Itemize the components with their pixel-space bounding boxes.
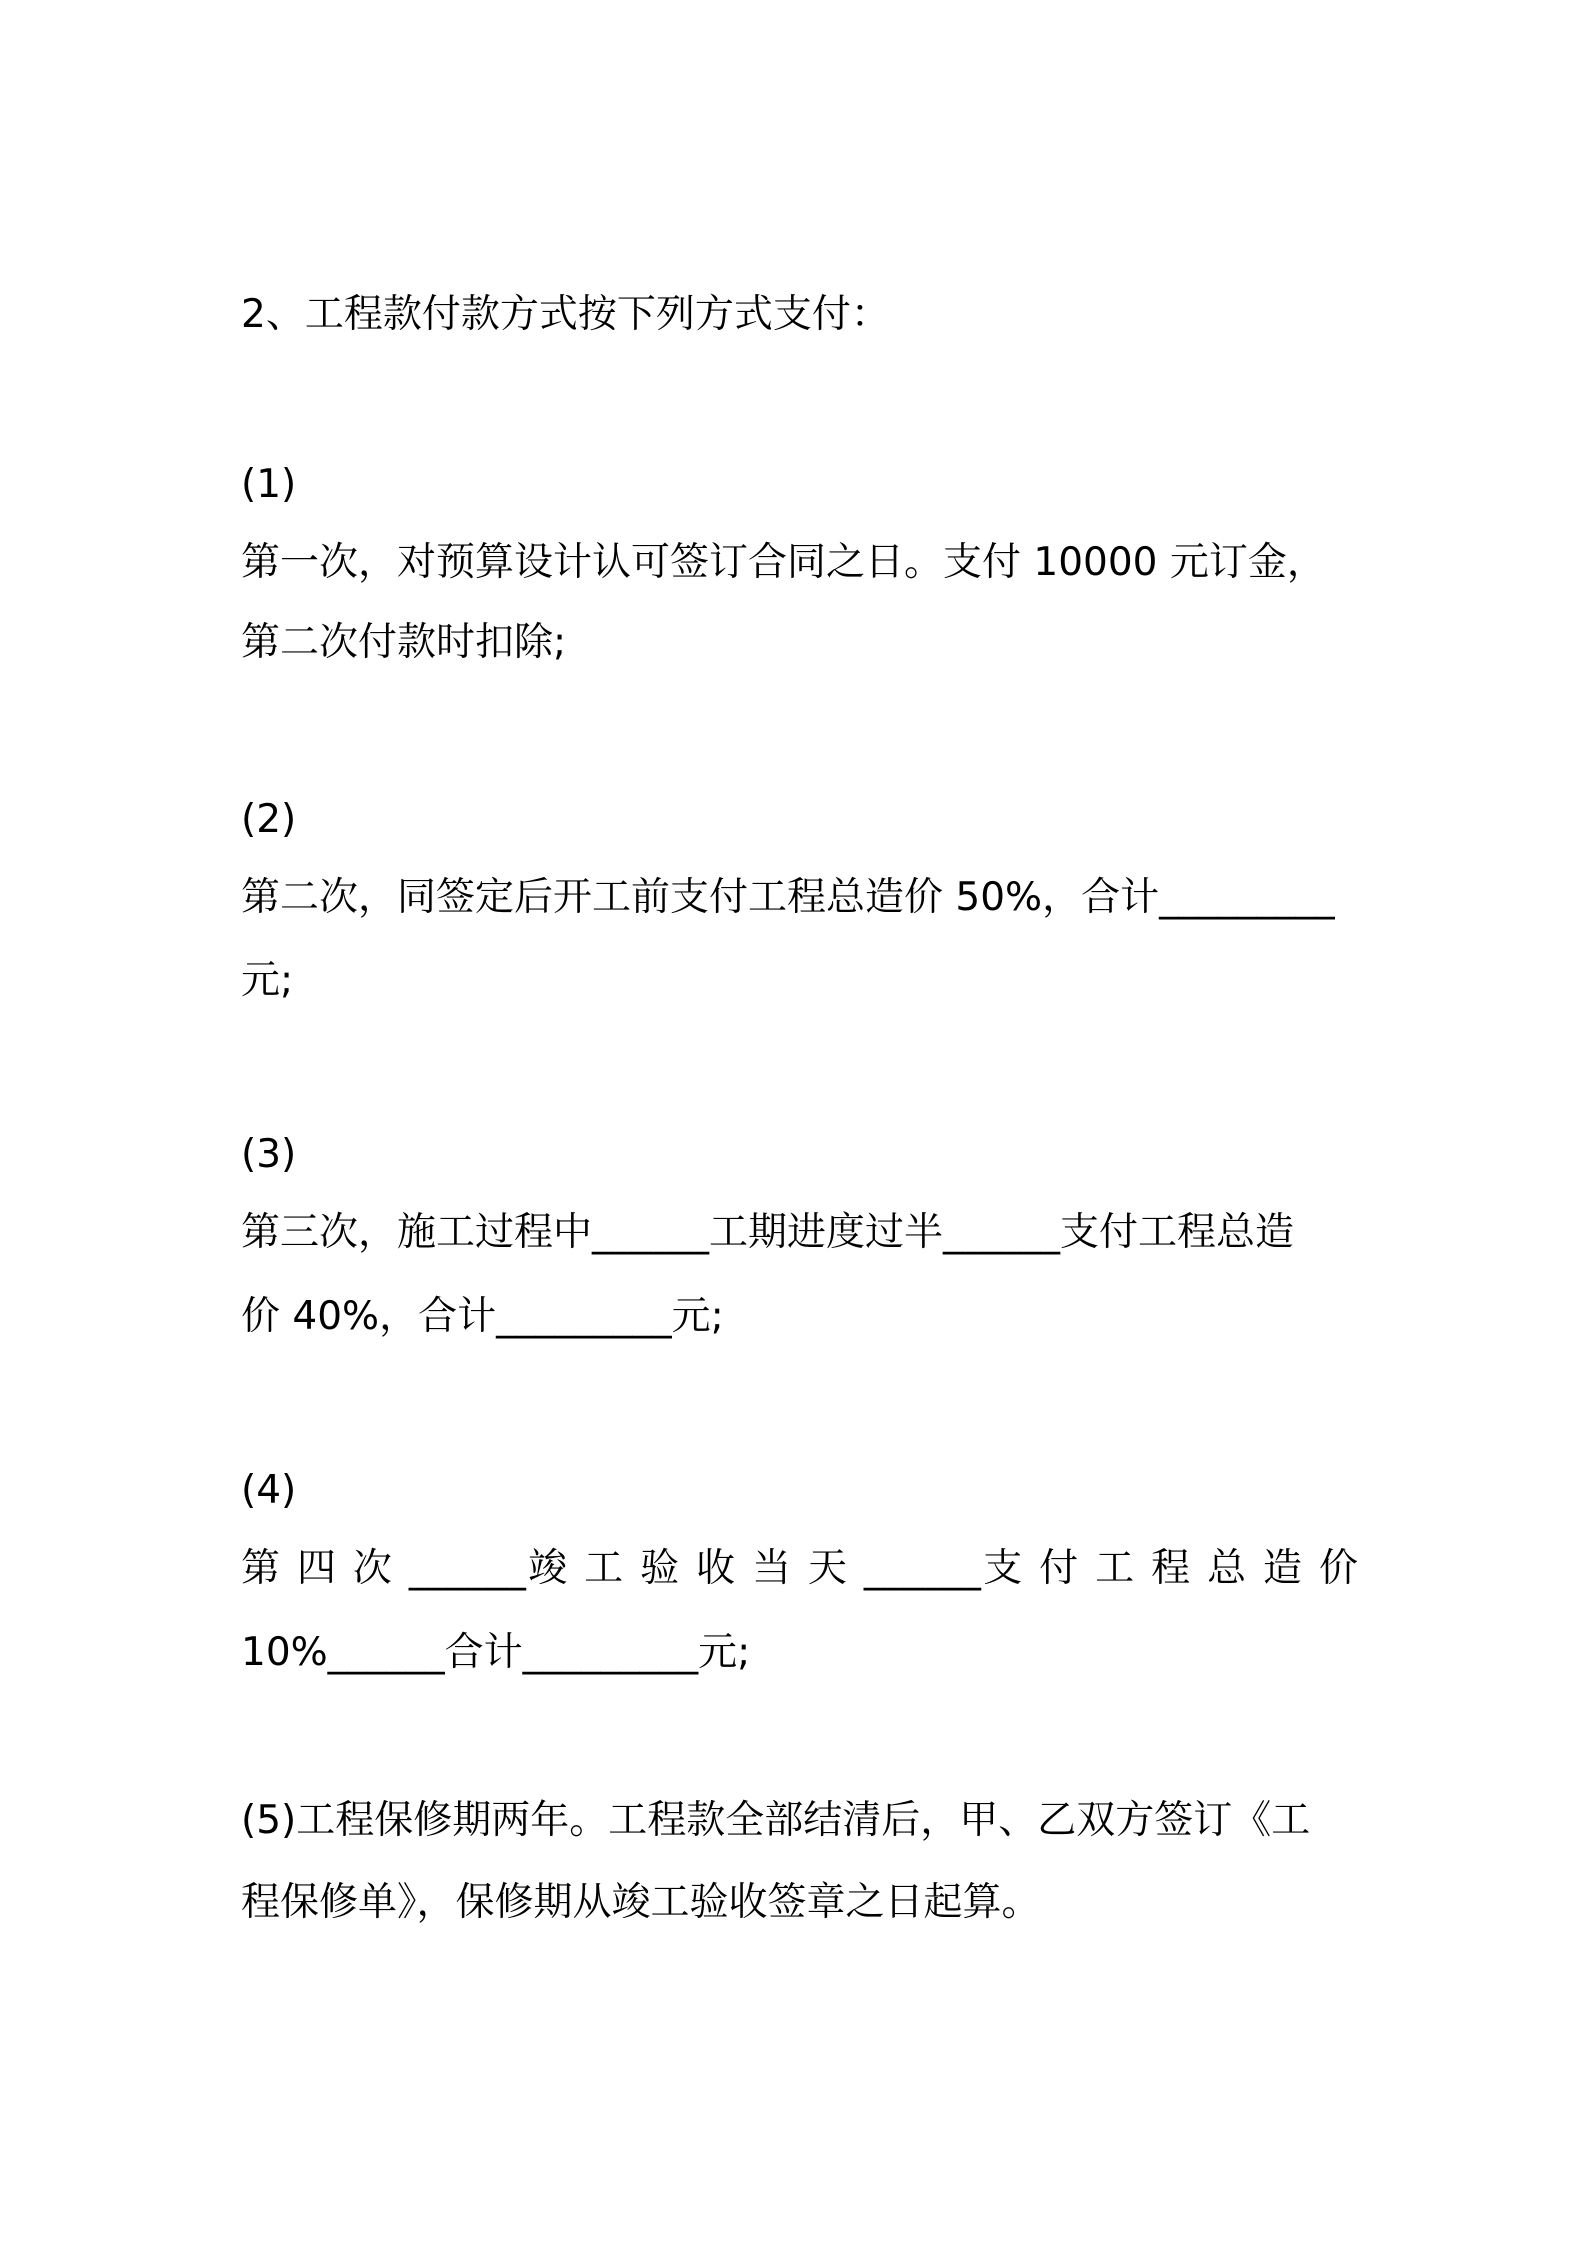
item-2-line-1: 第二次，同签定后开工前支付工程总造价 50%，合计_________: [241, 875, 1335, 920]
item-3-line-2: 价 40%，合计_________元;: [241, 1294, 724, 1339]
item-1-line-1: 第一次，对预算设计认可签订合同之日。支付 10000 元订金，: [241, 540, 1326, 585]
item-1-line-2: 第二次付款时扣除;: [241, 620, 567, 665]
item-2-line-2: 元;: [241, 958, 294, 1003]
item-4-line-1: 第 四 次 ______竣 工 验 收 当 天 ______支 付 工 程 总 造 价: [241, 1546, 1358, 1591]
item-1-marker: (1): [241, 462, 297, 507]
item-4-marker: (4): [241, 1468, 297, 1513]
item-5-line-2: 程保修单》，保修期从竣工验收签章之日起算。: [241, 1880, 1041, 1925]
item-2-marker: (2): [241, 797, 297, 842]
item-4-line-2: 10%______合计_________元;: [241, 1630, 751, 1675]
item-5-line-1: (5)工程保修期两年。工程款全部结清后，甲、乙双方签订《工: [241, 1798, 1311, 1843]
section-heading: 2、工程款付款方式按下列方式支付：: [241, 292, 890, 337]
item-3-line-1: 第三次，施工过程中______工期进度过半______支付工程总造: [241, 1210, 1295, 1255]
item-3-marker: (3): [241, 1132, 297, 1177]
